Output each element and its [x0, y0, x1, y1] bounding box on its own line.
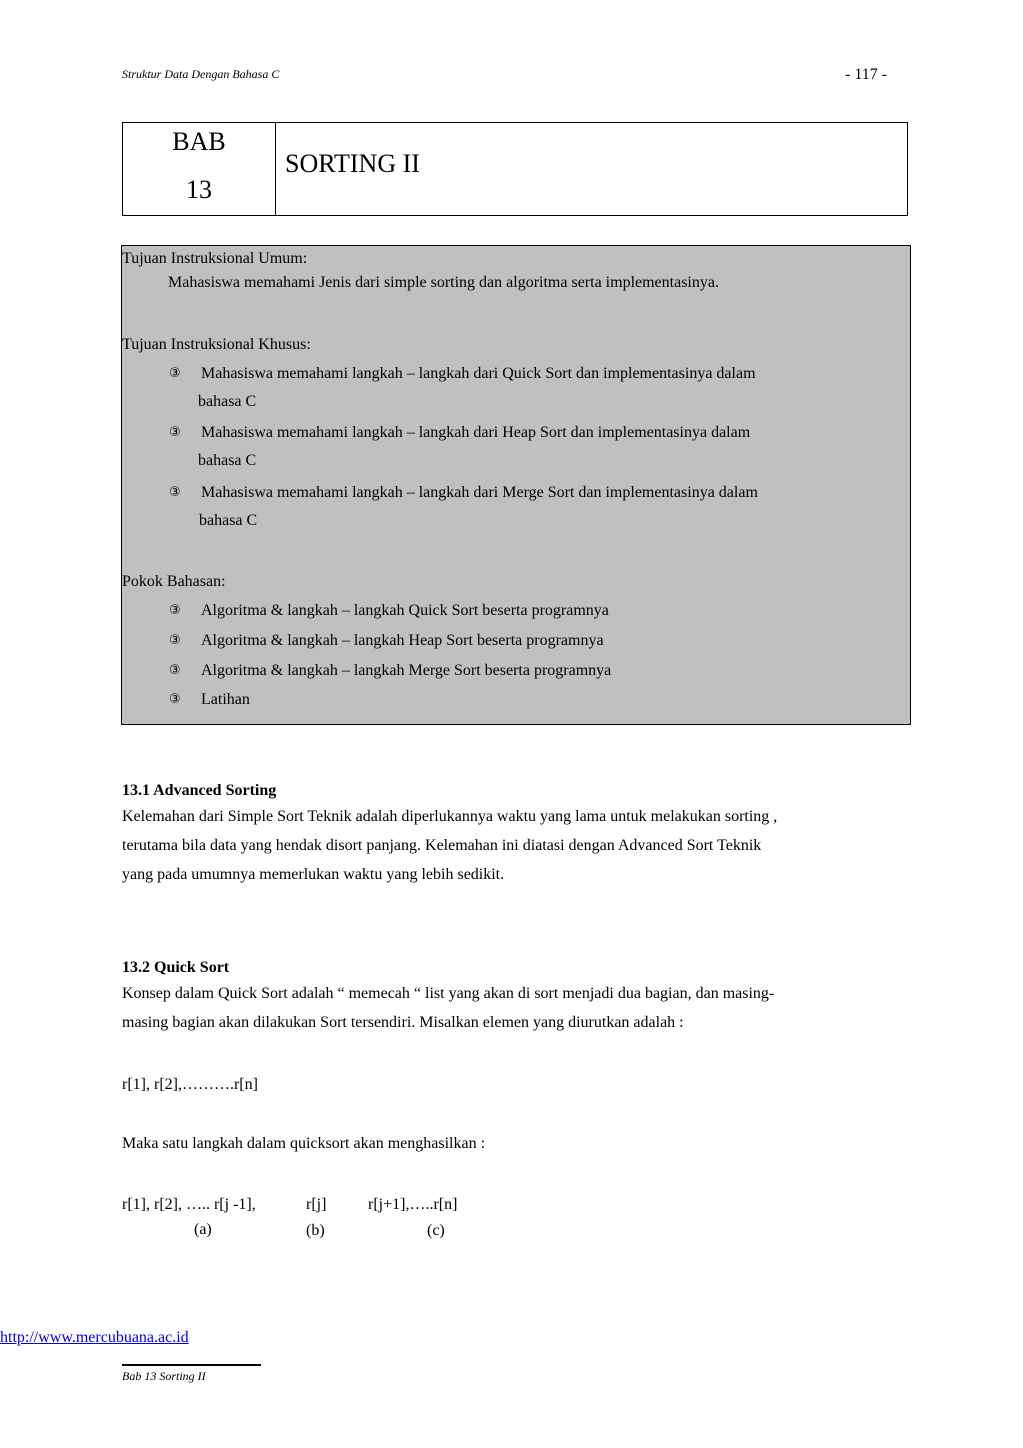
- bullet-icon: ③: [169, 425, 181, 440]
- section-13-1-line-2: terutama bila data yang hendak disort panjang. Kelemahan ini diatasi dengan Advanced Sort Teknik: [122, 837, 762, 854]
- tik-item-1-line2: bahasa C: [198, 393, 257, 410]
- result-intro: Maka satu langkah dalam quicksort akan menghasilkan :: [122, 1135, 486, 1152]
- bullet-icon: ③: [169, 663, 181, 678]
- tik-item-3-line1: Mahasiswa memahami langkah – langkah dari Merge Sort dan implementasinya dalam: [201, 484, 758, 501]
- partition-part-b: r[j]: [306, 1196, 327, 1213]
- pokok-heading: Pokok Bahasan:: [122, 573, 226, 590]
- chapter-number: 13: [186, 175, 212, 204]
- page-number: - 117 -: [845, 66, 888, 83]
- footer-website-link[interactable]: http://www.mercubuana.ac.id: [0, 1329, 189, 1346]
- section-13-2-line-2: masing bagian akan dilakukan Sort tersendiri. Misalkan elemen yang diurutkan adalah :: [122, 1014, 684, 1031]
- partition-label-c: (c): [427, 1222, 445, 1239]
- chapter-bab-label: BAB: [172, 127, 226, 156]
- chapter-title-box: [122, 122, 908, 216]
- element-sequence: r[1], r[2],……….r[n]: [122, 1076, 258, 1093]
- tik-item-1-line1: Mahasiswa memahami langkah – langkah dari Quick Sort dan implementasinya dalam: [201, 365, 756, 382]
- partition-label-a: (a): [194, 1221, 212, 1238]
- objectives-box: [121, 245, 911, 725]
- section-13-1-line-1: Kelemahan dari Simple Sort Teknik adalah diperlukannya waktu yang lama untuk melakukan sorting ,: [122, 808, 778, 825]
- bullet-icon: ③: [169, 485, 181, 500]
- section-13-1-heading: 13.1 Advanced Sorting: [122, 782, 277, 799]
- pokok-item-3: Algoritma & langkah – langkah Merge Sort beserta programnya: [201, 662, 612, 679]
- tik-heading: Tujuan Instruksional Khusus:: [122, 336, 311, 353]
- tik-item-2-line2: bahasa C: [198, 452, 257, 469]
- chapter-title: SORTING II: [285, 149, 420, 178]
- bullet-icon: ③: [169, 603, 181, 618]
- running-header-title: Struktur Data Dengan Bahasa C: [122, 67, 280, 81]
- partition-label-b: (b): [306, 1222, 325, 1239]
- section-13-2-heading: 13.2 Quick Sort: [122, 959, 230, 976]
- pokok-item-4: Latihan: [201, 691, 250, 708]
- pokok-item-1: Algoritma & langkah – langkah Quick Sort beserta programnya: [201, 602, 609, 619]
- partition-part-a: r[1], r[2], ….. r[j -1],: [122, 1196, 256, 1213]
- bullet-icon: ③: [169, 366, 181, 381]
- bullet-icon: ③: [169, 633, 181, 648]
- bullet-icon: ③: [169, 692, 181, 707]
- tik-item-2-line1: Mahasiswa memahami langkah – langkah dari Heap Sort dan implementasinya dalam: [201, 424, 751, 441]
- partition-part-c: r[j+1],…..r[n]: [368, 1196, 458, 1213]
- tik-item-3-line2: bahasa C: [199, 512, 258, 529]
- tiu-text: Mahasiswa memahami Jenis dari simple sorting dan algoritma serta implementasinya.: [168, 274, 719, 291]
- footer-chapter-label: Bab 13 Sorting II: [122, 1369, 206, 1383]
- footer-divider: [122, 1364, 261, 1366]
- pokok-item-2: Algoritma & langkah – langkah Heap Sort beserta programnya: [201, 632, 604, 649]
- tiu-heading: Tujuan Instruksional Umum:: [122, 250, 308, 267]
- chapter-number-cell: [123, 123, 276, 215]
- section-13-2-line-1: Konsep dalam Quick Sort adalah “ memecah “ list yang akan di sort menjadi dua bagian, dan masing-: [122, 985, 775, 1002]
- section-13-1-line-3: yang pada umumnya memerlukan waktu yang lebih sedikit.: [122, 866, 505, 883]
